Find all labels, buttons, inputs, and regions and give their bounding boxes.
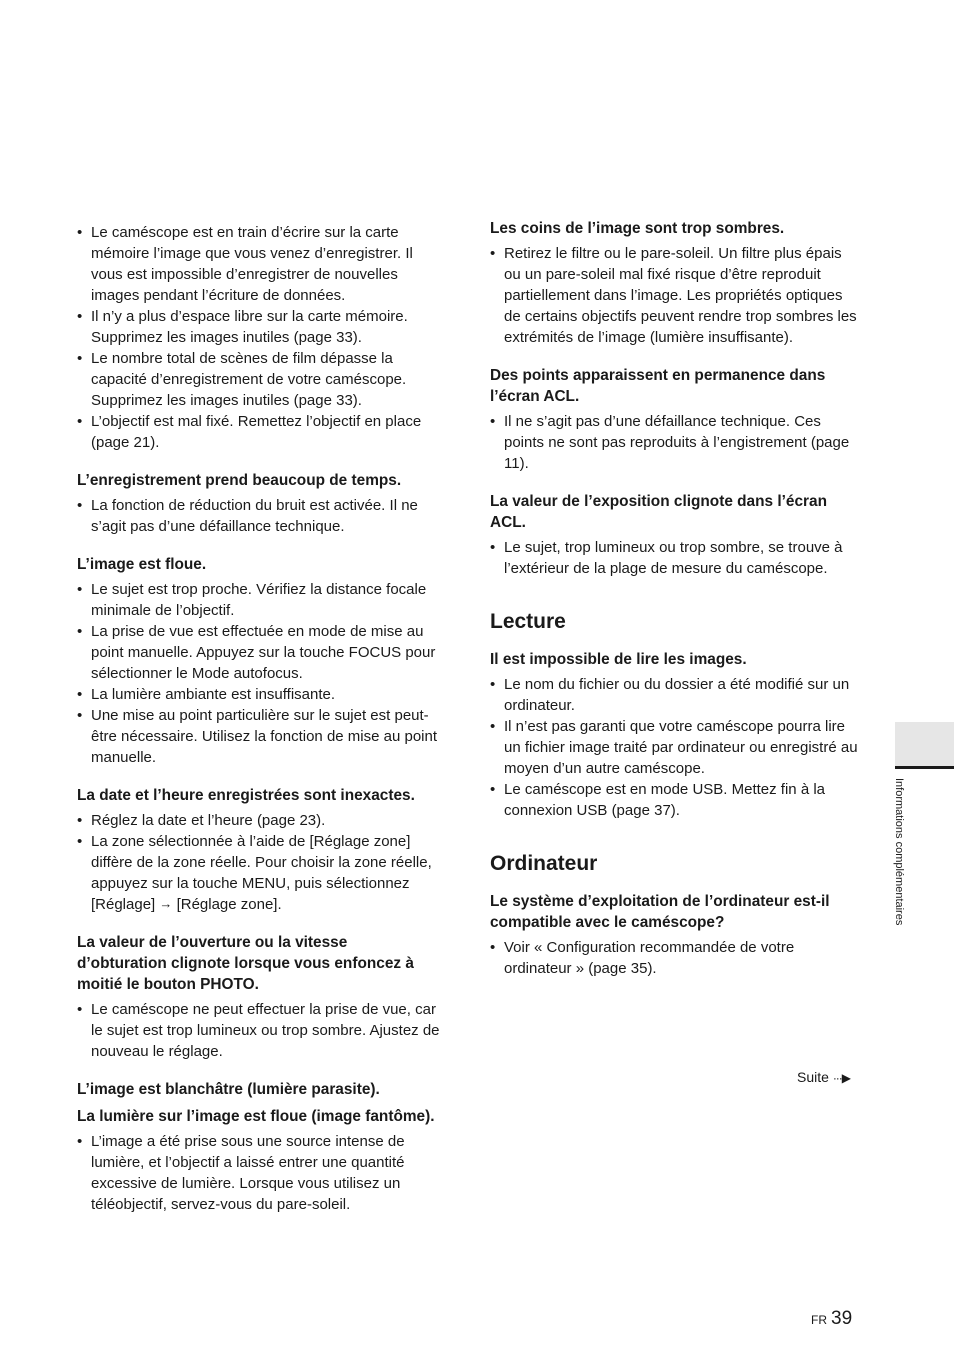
- page-number: [811, 1308, 852, 1330]
- list-item: • La lumière ambiante est insuffisante.: [77, 684, 441, 705]
- list-item: • Retirez le filtre ou le pare-soleil. Un filtre plus épais ou un pare-soleil mal fixé risque d’être reproduit partiellement dans l’image. Les propriétés optiques de certains objectifs peuvent rendre trop sombres les extrémités de l’image (lumière insuffisante).: [490, 243, 858, 348]
- section-heading: Les coins de l’image sont trop sombres.: [490, 220, 785, 237]
- list-item: • Le nombre total de scènes de film dépasse la capacité d’enregistrement de votre caméscope. Supprimez les images inutiles (page 33).: [77, 348, 441, 411]
- list-item: [77, 831, 441, 915]
- side-section-label: Informations complémentaires: [893, 778, 905, 926]
- arrow-right-icon: →: [159, 896, 173, 911]
- section-heading: Des points apparaissent en permanence dans l’écran ACL.: [490, 367, 826, 405]
- list-item: • Il n’y a plus d’espace libre sur la carte mémoire. Supprimez les images inutiles (page 33).: [77, 306, 441, 348]
- bullet-list: [77, 579, 441, 768]
- section-heading: La date et l’heure enregistrées sont inexactes.: [77, 787, 415, 804]
- section-heading: L’image est blanchâtre (lumière parasite).: [77, 1081, 380, 1098]
- list-item: • L’objectif est mal fixé. Remettez l’objectif en place (page 21).: [77, 411, 441, 453]
- list-item: • Une mise au point particulière sur le sujet est peut-être nécessaire. Utilisez la fonction de mise au point manuelle.: [77, 705, 441, 768]
- list-item-text: La zone sélectionnée à l’aide de [Réglage zone] diffère de la zone réelle. Pour choisir la zone réelle, appuyez sur la touche MENU, puis sélectionnez [Réglage]: [91, 833, 432, 913]
- list-item: • Le caméscope est en mode USB. Mettez fin à la connexion USB (page 37).: [490, 779, 858, 821]
- section-heading: La valeur de l’exposition clignote dans l’écran ACL.: [490, 493, 827, 531]
- list-item: • Le sujet est trop proche. Vérifiez la distance focale minimale de l’objectif.: [77, 579, 441, 621]
- side-tab-marker: [895, 722, 954, 769]
- list-item: • La fonction de réduction du bruit est activée. Il ne s’agit pas d’une défaillance technique.: [77, 495, 441, 537]
- bullet-list: [77, 495, 441, 537]
- page-number-value: 39: [831, 1308, 853, 1329]
- list-item: • Le caméscope ne peut effectuer la prise de vue, car le sujet est trop lumineux ou trop sombre. Ajustez de nouveau le réglage.: [77, 999, 441, 1062]
- section-heading: La lumière sur l’image est floue (image fantôme).: [77, 1108, 435, 1125]
- bullet-list: [490, 674, 858, 821]
- list-item: • La prise de vue est effectuée en mode de mise au point manuelle. Appuyez sur la touche FOCUS pour sélectionner le Mode autofocus.: [77, 621, 441, 684]
- bullet-list: [77, 1131, 441, 1215]
- left-column: [77, 218, 441, 1215]
- suite-label: Suite: [797, 1069, 829, 1085]
- bullet-list: [490, 411, 858, 474]
- list-item: • Le caméscope est en train d’écrire sur la carte mémoire l’image que vous venez d’enregistrer. Il vous est impossible d’enregistrer de nouvelles images pendant l’écriture de données.: [77, 222, 441, 306]
- section-title-ordinateur: Ordinateur: [490, 852, 598, 875]
- bullet-list: [490, 243, 858, 348]
- bullet-list: [77, 999, 441, 1062]
- list-item: • Réglez la date et l’heure (page 23).: [77, 810, 441, 831]
- right-column: [490, 218, 858, 979]
- section-heading: La valeur de l’ouverture ou la vitesse d’obturation clignote lorsque vous enfoncez à moitié le bouton PHOTO.: [77, 934, 414, 993]
- section-heading: L’enregistrement prend beaucoup de temps.: [77, 472, 402, 489]
- list-item: • Le sujet, trop lumineux ou trop sombre, se trouve à l’extérieur de la plage de mesure du caméscope.: [490, 537, 858, 579]
- section-heading: Le système d’exploitation de l’ordinateur est-il compatible avec le caméscope?: [490, 893, 830, 931]
- list-item: • Voir « Configuration recommandée de votre ordinateur » (page 35).: [490, 937, 858, 979]
- dotted-arrow-icon: ···▶: [832, 1071, 851, 1085]
- language-code: FR: [811, 1313, 827, 1327]
- list-item: • L’image a été prise sous une source intense de lumière, et l’objectif a laissé entrer une quantité excessive de lumière. Lorsque vous utilisez un téléobjectif, servez-vous du pare-soleil.: [77, 1131, 441, 1215]
- bullet-list: [490, 537, 858, 579]
- section-heading: L’image est floue.: [77, 556, 207, 573]
- list-item: • Le nom du fichier ou du dossier a été modifié sur un ordinateur.: [490, 674, 858, 716]
- bullet-list: [77, 810, 441, 915]
- intro-bullet-list: [77, 222, 441, 453]
- list-item: • Il ne s’agit pas d’une défaillance technique. Ces points ne sont pas reproduits à l’engistrement (page 11).: [490, 411, 858, 474]
- section-title-lecture: Lecture: [490, 610, 566, 633]
- continued-indicator: [797, 1068, 850, 1087]
- section-heading: Il est impossible de lire les images.: [490, 651, 747, 668]
- list-item-text: [Réglage zone].: [176, 896, 282, 913]
- list-item: • Il n’est pas garanti que votre caméscope pourra lire un fichier image traité par ordinateur ou enregistré au moyen d’un autre caméscope.: [490, 716, 858, 779]
- bullet-list: [490, 937, 858, 979]
